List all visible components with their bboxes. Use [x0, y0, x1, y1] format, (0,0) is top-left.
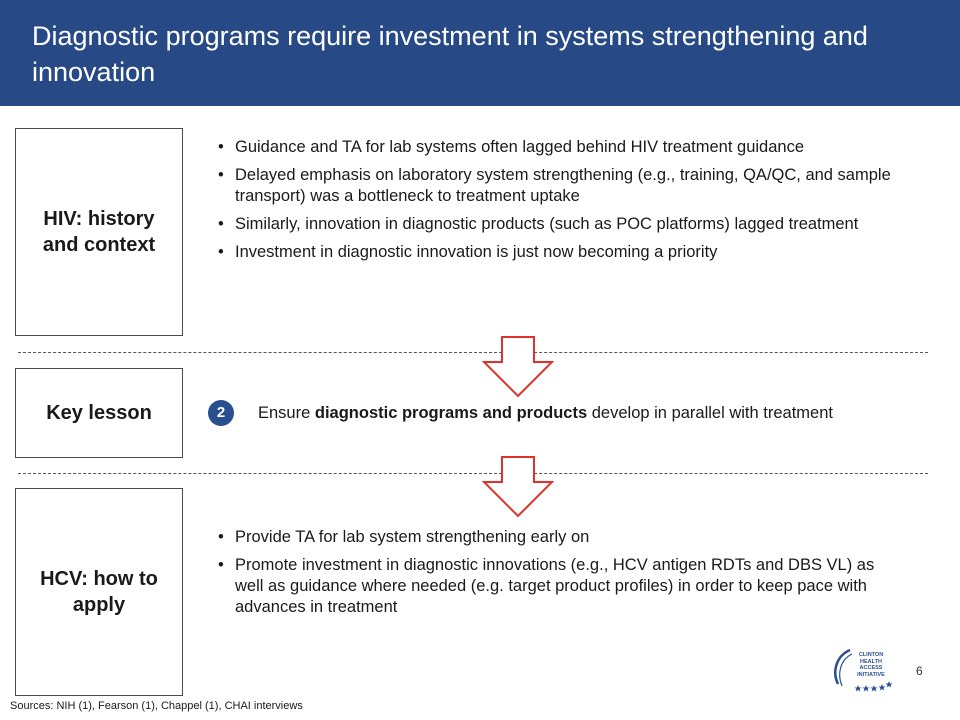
- page-number: 6: [916, 664, 923, 678]
- divider-bottom: [18, 473, 928, 474]
- list-item: • Similarly, innovation in diagnostic products (such as POC platforms) lagged treatment: [216, 214, 906, 235]
- slide-title: Diagnostic programs require investment in systems strengthening and innovation: [32, 21, 868, 87]
- hcv-label: HCV: how to apply: [40, 568, 158, 616]
- down-arrow-icon: [482, 456, 554, 518]
- hcv-bullet-list: [216, 527, 906, 625]
- title-bar: [0, 0, 960, 106]
- hiv-label: HIV: history and context: [42, 208, 156, 256]
- hiv-bullet-list: [216, 137, 906, 270]
- down-arrow-icon: [482, 336, 554, 398]
- lesson-number-badge: 2: [208, 400, 234, 426]
- logo-text: CLINTON HEALTH ACCESS INITIATIVE: [857, 652, 885, 678]
- hiv-label-box: [15, 128, 183, 336]
- key-lesson-text: [258, 402, 918, 424]
- list-item: • Promote investment in diagnostic innovations (e.g., HCV antigen RDTs and DBS VL) as well as guidance where needed (e.g. target product profiles) in order to keep pace with advances in treatment: [216, 555, 906, 618]
- lesson-text-part: Ensure: [258, 404, 315, 422]
- hcv-label-box: [15, 488, 183, 696]
- list-item: • Guidance and TA for lab systems often lagged behind HIV treatment guidance: [216, 137, 906, 158]
- divider-top: [18, 352, 928, 353]
- lesson-text-part: develop in parallel with treatment: [587, 404, 833, 422]
- list-item: • Investment in diagnostic innovation is just now becoming a priority: [216, 242, 906, 263]
- list-item: • Provide TA for lab system strengthening early on: [216, 527, 906, 548]
- key-lesson-label: Key lesson: [46, 402, 152, 424]
- list-item: • Delayed emphasis on laboratory system strengthening (e.g., training, QA/QC, and sample transport) was a bottleneck to treatment uptake: [216, 165, 906, 207]
- key-lesson-label-box: [15, 368, 183, 458]
- sources-note: Sources: NIH (1), Fearson (1), Chappel (1), CHAI interviews: [10, 700, 303, 712]
- lesson-text-bold: diagnostic programs and products: [314, 404, 588, 422]
